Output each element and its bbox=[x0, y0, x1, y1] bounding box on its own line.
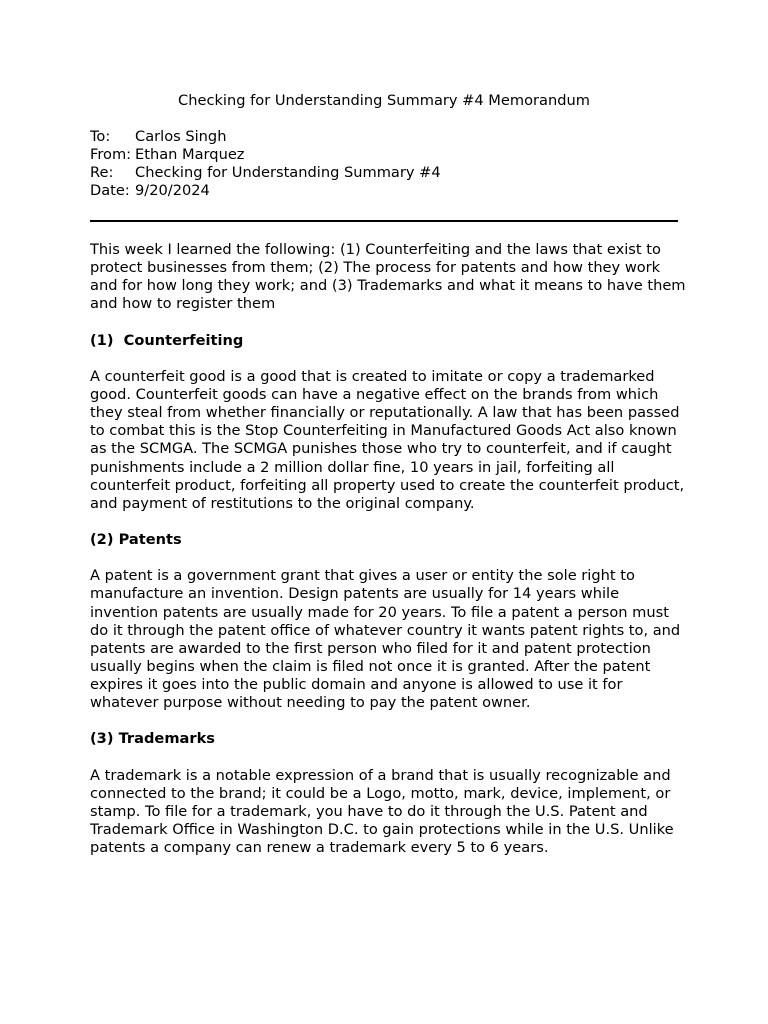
intro-paragraph: This week I learned the following: (1) Counterfeiting and the laws that exist to protect businesses from them; (2) The process for patents and how they work and for how long they work; and (3) Trademarks and what it means to have them and how to register them bbox=[90, 241, 686, 313]
re-value: Checking for Understanding Summary #4 bbox=[135, 164, 441, 182]
from-label: From: bbox=[90, 146, 132, 164]
memo-body bbox=[90, 241, 688, 875]
memo-title: Checking for Understanding Summary #4 Memorandum bbox=[178, 92, 590, 109]
re-row bbox=[90, 164, 680, 182]
section-body-patents: A patent is a government grant that gives a user or entity the sole right to manufacture an invention. Design patents are usually for 14 years while invention patents are usually made for 20 years. To file a patent a person must do it through the patent office of whatever country it wants patent rights to, and patents are awarded to the first person who filed for it and patent protection usually begins when the claim is filed not once it is granted. After the patent expires it goes into the public domain and anyone is allowed to use it for whatever purpose without needing to pay the patent owner. bbox=[90, 567, 681, 712]
section-heading-patents: (2) Patents bbox=[90, 531, 182, 549]
to-label: To: bbox=[90, 128, 111, 145]
to-value: Carlos Singh bbox=[135, 128, 227, 145]
section-body-counterfeiting: A counterfeit good is a good that is created to imitate or copy a trademarked good. Counterfeit goods can have a negative effect on the brands from which they steal from whether financially or reputationally. A law that has been passed to combat this is the Stop Counterfeiting in Manufactured Goods Act also known as the SCMGA. The SCMGA punishes those who try to counterfeit, and if caught punishments include a 2 million dollar fine, 10 years in jail, forfeiting all counterfeit product, forfeiting all property used to create the counterfeit product, and payment of restitutions to the original company. bbox=[90, 367, 685, 512]
section-heading-counterfeiting: (1) Counterfeiting bbox=[90, 331, 244, 349]
re-label: Re: bbox=[90, 164, 114, 182]
from-value: Ethan Marquez bbox=[135, 146, 245, 164]
date-label: Date: bbox=[90, 182, 130, 200]
section-body-trademarks: A trademark is a notable expression of a brand that is usually recognizable and connected to the brand; it could be a Logo, motto, mark, device, implement, or stamp. To file for a trademark, you have to do it through the U.S. Patent and Trademark Office in Washington D.C. to gain protections while in the U.S. Unlike patents a company can renew a trademark every 5 to 6 years. bbox=[90, 766, 674, 857]
date-value: 9/20/2024 bbox=[135, 182, 210, 200]
to-row bbox=[90, 128, 680, 146]
memo-header bbox=[90, 128, 680, 201]
section-heading-trademarks: (3) Trademarks bbox=[90, 730, 215, 748]
from-row bbox=[90, 146, 680, 164]
header-divider bbox=[90, 220, 678, 222]
date-row bbox=[90, 182, 680, 200]
